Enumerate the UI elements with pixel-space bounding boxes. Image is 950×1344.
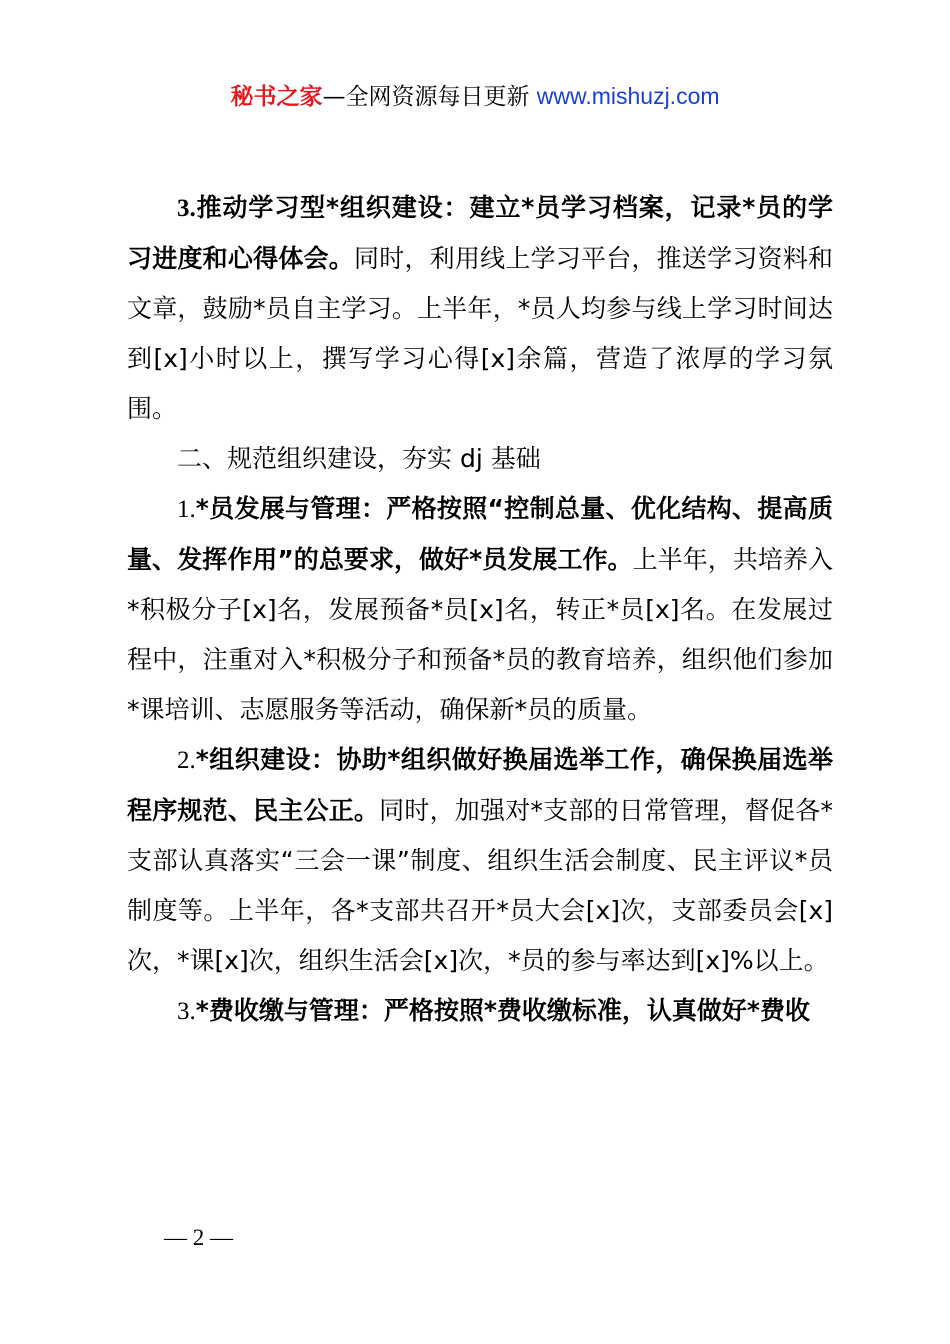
paragraph-text: 同时，利用线上学习平台，推送学习资料和文章，鼓励*员自主学习。上半年，*员人均参与线上学习时间达到[x]小时以上，撰写学习心得[x]余篇，营造了浓厚的学习氛围。 xyxy=(127,244,833,423)
paragraph-lead: *员发展与管理：严格按照“控制总量、优化结构、提高质量、发挥作用”的总要求，做好*员发展工作。 xyxy=(127,494,833,574)
paragraph-number: 3. xyxy=(177,998,196,1025)
brand-name: 秘书之家 xyxy=(230,84,323,110)
paragraph-text: 同时，加强对*支部的日常管理，督促各*支部认真落实“三会一课”制度、组织生活会制度、民主评议*员制度等。上半年，各*支部共召开*员大会[x]次，支部委员会[x]次，*课[x]次，组织生活会[x]次，*员的参与率达到[x]%以上。 xyxy=(127,796,833,975)
document-body xyxy=(127,183,833,1037)
paragraph-learning-organization xyxy=(127,183,833,434)
site-url-link[interactable]: www.mishuzj.com xyxy=(536,83,720,109)
paragraph-lead: 推动学习型*组织建设：建立*员学习档案，记录*员的学习进度和心得体会。 xyxy=(127,193,833,273)
paragraph-member-development xyxy=(127,484,833,735)
paragraph-lead: *组织建设：协助*组织做好换届选举工作，确保换届选举程序规范、民主公正。 xyxy=(127,745,833,825)
paragraph-number: 3. xyxy=(177,195,196,222)
paragraph-lead: *费收缴与管理：严格按照*费收缴标准，认真做好*费收 xyxy=(195,996,810,1025)
paragraph-number: 1. xyxy=(177,496,196,523)
paragraph-text: 上半年，共培养入*积极分子[x]名，发展预备*员[x]名，转正*员[x]名。在发展过程中，注重对入*积极分子和预备*员的教育培养，组织他们参加*课培训、志愿服务等活动，确保新*员的质量。 xyxy=(127,545,833,724)
paragraph-organization-building xyxy=(127,735,833,986)
site-header xyxy=(0,80,950,113)
page-number: — 2 — xyxy=(164,1225,233,1250)
section-heading: 二、规范组织建设，夯实 dj 基础 xyxy=(177,444,541,473)
header-tagline: —全网资源每日更新 xyxy=(322,84,537,110)
paragraph-fee-collection xyxy=(127,986,833,1037)
paragraph-number: 2. xyxy=(177,747,196,774)
